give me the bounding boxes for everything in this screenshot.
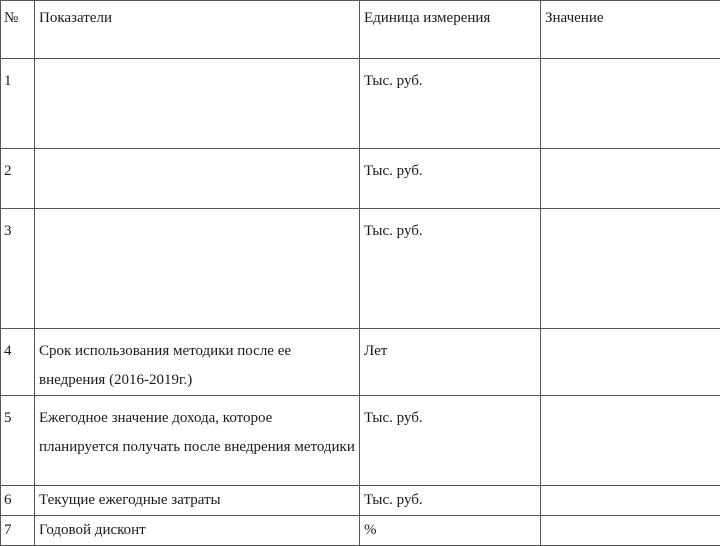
- table-header-row: [1, 1, 720, 59]
- row-number: 2: [1, 149, 35, 209]
- row-indicator: [35, 209, 360, 329]
- row-indicator: Текущие ежегодные затраты: [35, 486, 360, 516]
- row-value: [541, 149, 720, 209]
- row-number: 5: [1, 396, 35, 486]
- row-unit: Тыс. руб.: [360, 59, 541, 149]
- row-unit: Тыс. руб.: [360, 149, 541, 209]
- row-number: 6: [1, 486, 35, 516]
- row-unit: Лет: [360, 329, 541, 396]
- row-indicator: Срок использования методики после ее внедрения (2016-2019г.): [35, 329, 360, 396]
- table-row: [1, 486, 720, 516]
- row-number: 4: [1, 329, 35, 396]
- table-row: [1, 209, 720, 329]
- row-value: [541, 59, 720, 149]
- header-indicator: Показатели: [35, 1, 360, 59]
- row-unit: Тыс. руб.: [360, 486, 541, 516]
- row-indicator: [35, 59, 360, 149]
- table-row: [1, 516, 720, 546]
- row-indicator: Годовой дисконт: [35, 516, 360, 546]
- row-unit: Тыс. руб.: [360, 396, 541, 486]
- table-row: [1, 149, 720, 209]
- row-value: [541, 329, 720, 396]
- row-number: 1: [1, 59, 35, 149]
- table-row: [1, 329, 720, 396]
- row-indicator: Ежегодное значение дохода, которое планируется получать после внедрения методики: [35, 396, 360, 486]
- header-unit: Единица измерения: [360, 1, 541, 59]
- row-unit: Тыс. руб.: [360, 209, 541, 329]
- row-value: [541, 209, 720, 329]
- table-row: [1, 59, 720, 149]
- header-value: Значение: [541, 1, 720, 59]
- table-row: [1, 396, 720, 486]
- row-value: [541, 396, 720, 486]
- row-value: [541, 486, 720, 516]
- row-value: [541, 516, 720, 546]
- row-number: 7: [1, 516, 35, 546]
- row-number: 3: [1, 209, 35, 329]
- header-number: №: [1, 1, 35, 59]
- row-indicator: [35, 149, 360, 209]
- row-unit: %: [360, 516, 541, 546]
